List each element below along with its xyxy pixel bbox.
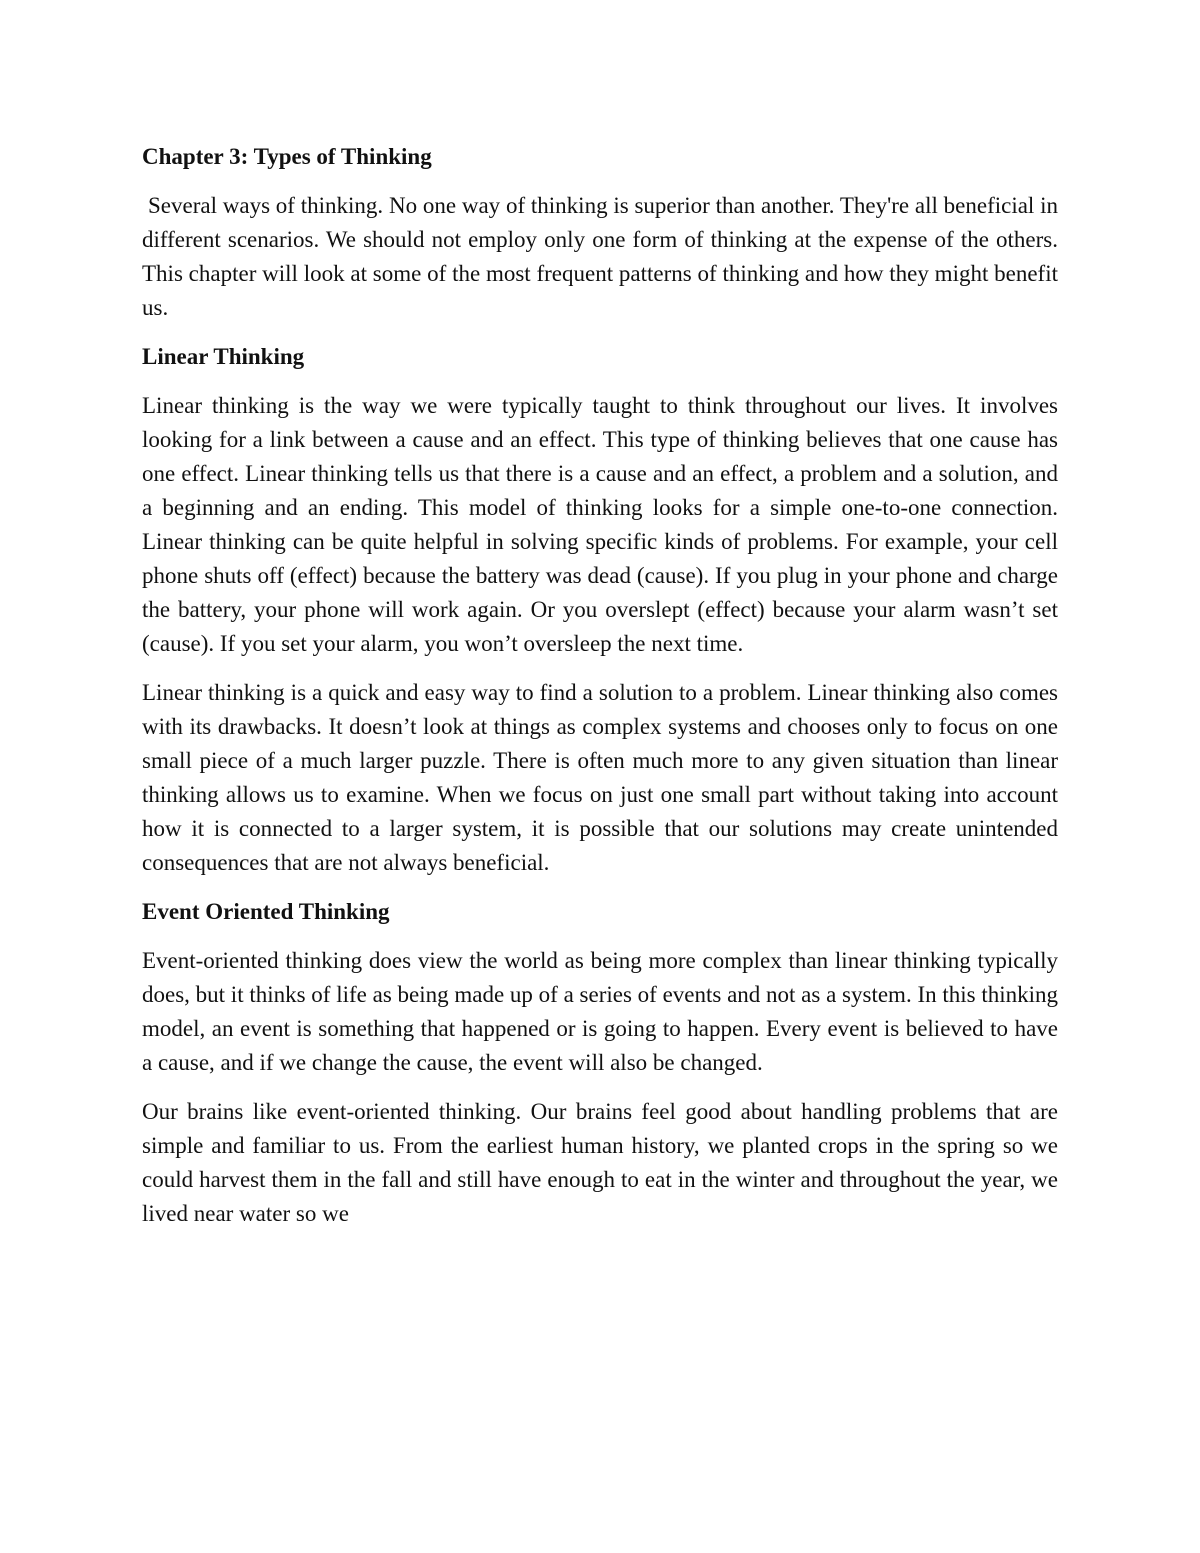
document-page	[142, 140, 1058, 1246]
intro-paragraph: Several ways of thinking. No one way of thinking is superior than another. They're all beneficial in different scenarios. We should not employ only one form of thinking at the expense of the others. This chapter will look at some of the most frequent patterns of thinking and how they might benefit us.	[142, 193, 1058, 320]
linear-thinking-paragraph-1: Linear thinking is the way we were typically taught to think throughout our lives. It involves looking for a link between a cause and an effect. This type of thinking believes that one cause has one effect. Linear thinking tells us that there is a cause and an effect, a problem and a solution, and a beginning and an ending. This model of thinking looks for a simple one-to-one connection. Linear thinking can be quite helpful in solving specific kinds of problems. For example, your cell phone shuts off (effect) because the battery was dead (cause). If you plug in your phone and charge the battery, your phone will work again. Or you overslept (effect) because your alarm wasn’t set (cause). If you set your alarm, you won’t oversleep the next time.	[142, 393, 1058, 656]
chapter-title: Chapter 3: Types of Thinking	[142, 144, 432, 169]
event-oriented-paragraph-2: Our brains like event-oriented thinking. Our brains feel good about handling problems that are simple and familiar to us. From the earliest human history, we planted crops in the spring so we could harvest them in the fall and still have enough to eat in the winter and throughout the year, we lived near water so we	[142, 1099, 1058, 1226]
section-heading-event-oriented-thinking: Event Oriented Thinking	[142, 899, 390, 924]
event-oriented-paragraph-1: Event-oriented thinking does view the world as being more complex than linear thinking typically does, but it thinks of life as being made up of a series of events and not as a system. In this thinking model, an event is something that happened or is going to happen. Every event is believed to have a cause, and if we change the cause, the event will also be changed.	[142, 948, 1059, 1075]
section-heading-linear-thinking: Linear Thinking	[142, 344, 305, 369]
linear-thinking-paragraph-2: Linear thinking is a quick and easy way to find a solution to a problem. Linear thinking also comes with its drawbacks. It doesn’t look at things as complex systems and chooses only to focus on one small piece of a much larger puzzle. There is often much more to any given situation than linear thinking allows us to examine. When we focus on just one small part without taking into account how it is connected to a larger system, it is possible that our solutions may create unintended consequences that are not always beneficial.	[142, 680, 1058, 875]
